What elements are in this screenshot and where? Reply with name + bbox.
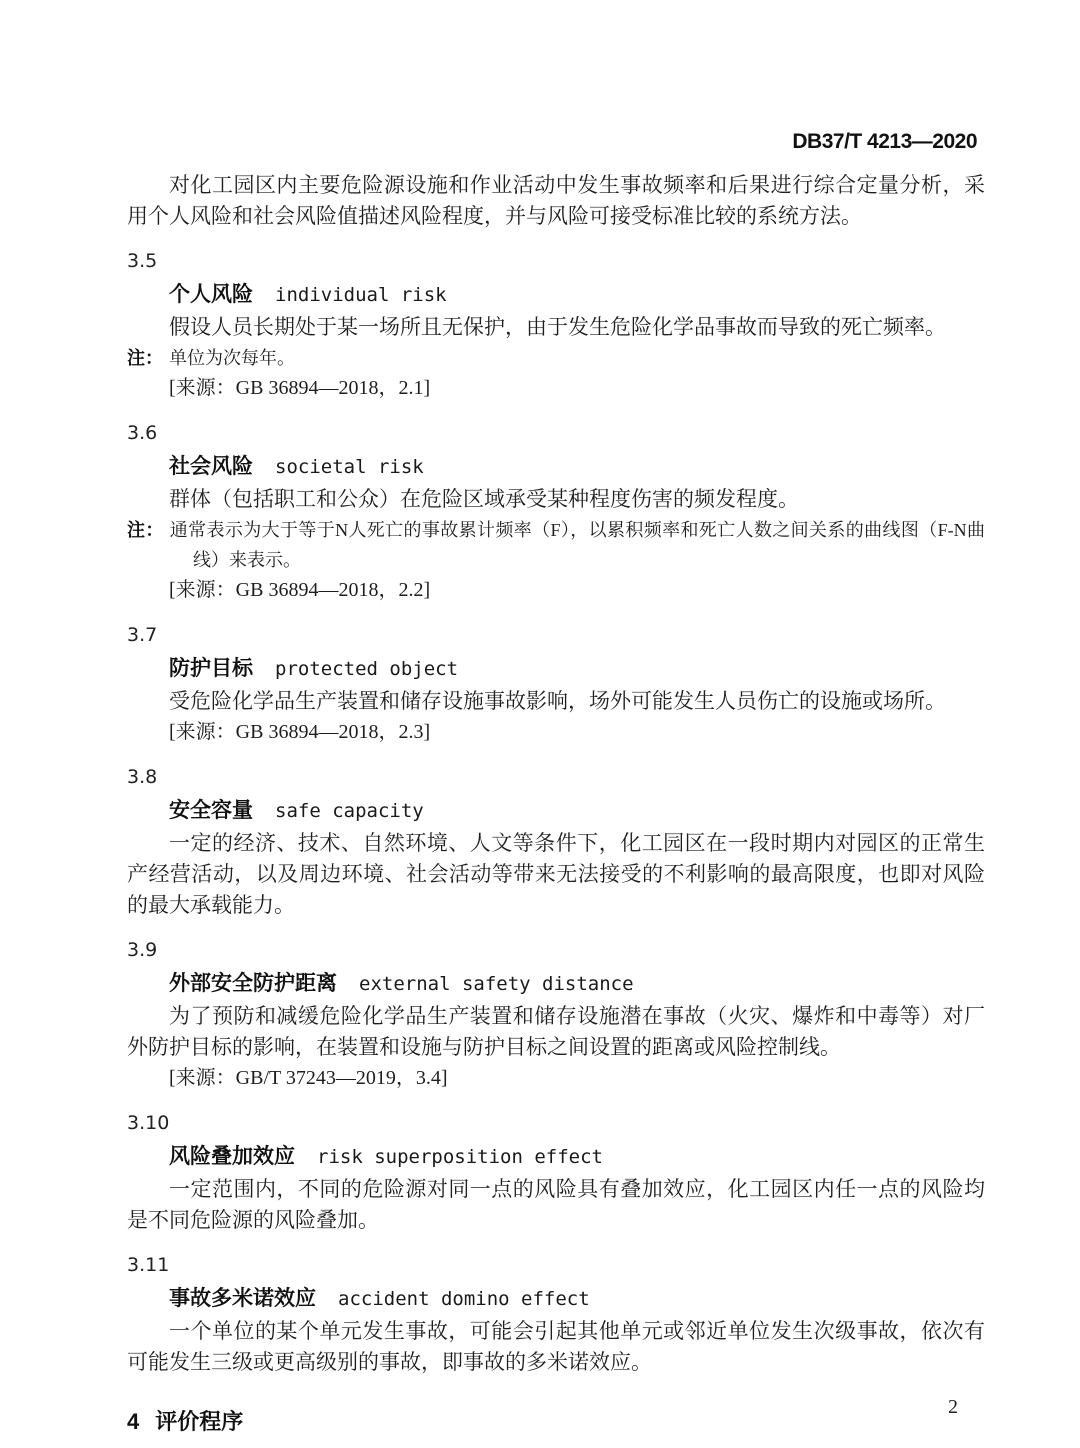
section-3-9 — [127, 935, 985, 1094]
term-english: individual risk — [275, 284, 447, 306]
page-content — [127, 0, 985, 1437]
source-reference: [来源：GB 36894—2018，2.1] — [169, 377, 431, 399]
term-line — [169, 795, 985, 828]
section-number: 3.10 — [127, 1112, 170, 1134]
source-reference: [来源：GB 36894—2018，2.2] — [169, 579, 431, 601]
term-chinese: 外部安全防护距离 — [169, 972, 337, 995]
section-3-6 — [127, 418, 985, 606]
chapter-title: 评价程序 — [155, 1409, 244, 1434]
document-header-code: DB37/T 4213—2020 — [792, 130, 977, 153]
term-chinese: 个人风险 — [169, 283, 253, 306]
term-line — [169, 1141, 985, 1174]
section-number: 3.8 — [127, 766, 158, 788]
term-line — [169, 1283, 985, 1316]
intro-paragraph: 对化工园区内主要危险源设施和作业活动中发生事故频率和后果进行综合定量分析，采用个人风险和社会风险值描述风险程度，并与风险可接受标准比较的系统方法。 — [127, 173, 985, 228]
term-chinese: 安全容量 — [169, 799, 253, 822]
note-line — [127, 515, 985, 575]
term-line — [169, 279, 985, 312]
term-chinese: 社会风险 — [169, 455, 253, 478]
note-label: 注： — [127, 520, 164, 540]
section-3-8 — [127, 762, 985, 921]
section-3-11 — [127, 1250, 985, 1378]
note-text: 单位为次每年。 — [169, 348, 295, 368]
section-3-10 — [127, 1108, 985, 1236]
section-number: 3.5 — [127, 250, 158, 272]
definition-text: 群体（包括职工和公众）在危险区域承受某种程度伤害的频发程度。 — [169, 487, 799, 511]
definition-text: 一个单位的某个单元发生事故，可能会引起其他单元或邻近单位发生次级事故，依次有可能发生三级或更高级别的事故，即事故的多米诺效应。 — [127, 1319, 985, 1374]
chapter-4-heading — [127, 1406, 985, 1437]
term-line — [169, 451, 985, 484]
definition-text: 一定的经济、技术、自然环境、人文等条件下，化工园区在一段时期内对园区的正常生产经营活动，以及周边环境、社会活动等带来无法接受的不利影响的最高限度，也即对风险的最大承载能力。 — [127, 831, 985, 917]
source-reference: [来源：GB 36894—2018，2.3] — [169, 721, 431, 743]
note-text: 通常表示为大于等于N人死亡的事故累计频率（F），以累积频率和死亡人数之间关系的曲线图（F-N曲线）来表示。 — [169, 520, 986, 570]
definition-text: 受危险化学品生产装置和储存设施事故影响，场外可能发生人员伤亡的设施或场所。 — [169, 689, 946, 713]
term-chinese: 风险叠加效应 — [169, 1145, 295, 1168]
section-number: 3.6 — [127, 422, 158, 444]
term-english: safe capacity — [275, 800, 424, 822]
section-3-7 — [127, 620, 985, 748]
term-chinese: 事故多米诺效应 — [169, 1287, 316, 1310]
term-chinese: 防护目标 — [169, 657, 253, 680]
term-english: external safety distance — [359, 973, 634, 995]
section-3-5 — [127, 246, 985, 404]
page-number: 2 — [948, 1396, 958, 1418]
section-number: 3.9 — [127, 939, 158, 961]
note-label: 注： — [127, 348, 163, 368]
term-english: accident domino effect — [338, 1288, 590, 1310]
definition-text: 一定范围内，不同的危险源对同一点的风险具有叠加效应，化工园区内任一点的风险均是不同危险源的风险叠加。 — [127, 1177, 985, 1232]
term-line — [169, 968, 985, 1001]
section-number: 3.7 — [127, 624, 158, 646]
term-line — [169, 653, 985, 686]
term-english: risk superposition effect — [317, 1146, 603, 1168]
section-number: 3.11 — [127, 1254, 170, 1276]
definition-text: 假设人员长期处于某一场所且无保护，由于发生危险化学品事故而导致的死亡频率。 — [169, 315, 946, 339]
note-line — [127, 343, 985, 373]
definition-text: 为了预防和减缓危险化学品生产装置和储存设施潜在事故（火灾、爆炸和中毒等）对厂外防护目标的影响，在装置和设施与防护目标之间设置的距离或风险控制线。 — [127, 1004, 985, 1059]
source-reference: [来源：GB/T 37243—2019，3.4] — [169, 1067, 448, 1089]
term-english: protected object — [275, 658, 459, 680]
term-english: societal risk — [275, 456, 424, 478]
chapter-number: 4 — [127, 1409, 140, 1434]
